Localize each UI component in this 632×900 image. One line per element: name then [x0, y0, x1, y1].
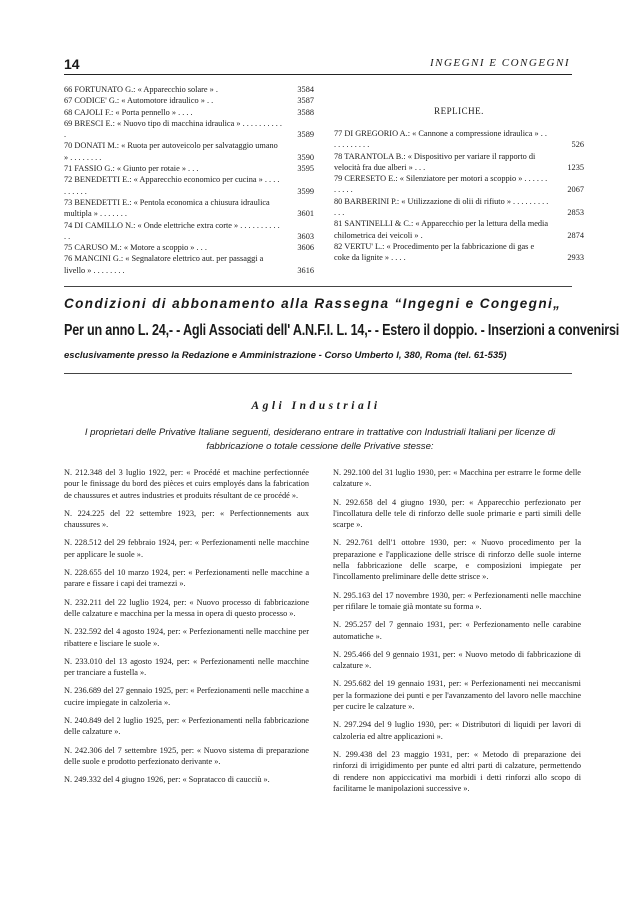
list-item: 76 MANCINI G.: « Segnalatore elettrico aut. per passaggi a livello » . . . . . . . . 3616: [64, 254, 314, 275]
list-item: 72 BENEDETTI E.: « Apparecchio economico per cucina » . . . . . . . . . . 3599: [64, 175, 314, 196]
subscription-address: esclusivamente presso la Redazione e Amministrazione - Corso Umberto I, 380, Roma (tel. 61-535): [64, 350, 507, 361]
patents-right-column: [333, 467, 581, 801]
list-item: N. 236.689 del 27 gennaio 1925, per: « Perfezionamenti nelle macchine a cucire impiegate in calzoleria ».: [64, 686, 309, 707]
list-item: N. 295.682 del 19 gennaio 1931, per: « Perfezionamenti nei meccanismi per la formazione dei punti e per l'avanzamento del lavoro nelle macchine per cucire le calzature ».: [333, 679, 581, 712]
list-item: N. 249.332 del 4 giugno 1926, per: « Sopratacco di caucciù ».: [64, 775, 270, 785]
list-item: N. 292.100 del 31 luglio 1930, per: « Macchina per estrarre le forme delle calzature ».: [333, 468, 581, 489]
list-item: 73 BENEDETTI E.: « Pentola economica a chiusura idraulica multipla » . . . . . . . 3601: [64, 197, 314, 219]
list-item: N. 232.592 del 4 agosto 1924, per: « Perfezionamenti nelle macchine per ribattere e lisciare le suole ».: [64, 627, 309, 648]
list-item: N. 232.211 del 22 luglio 1924, per: « Nuovo processo di fabbricazione delle calzature e macchina per la messa in opera di questo processo ».: [64, 597, 309, 618]
list-item: 80 BARBERINI P.: « Utilizzazione di olii di rifiuto » . . . . . . . . . . . . 2853: [334, 196, 584, 218]
list-item: N. 228.512 del 29 febbraio 1924, per: « Perfezionamenti nelle macchine per applicare le suole ».: [64, 538, 309, 559]
industrials-heading: Agli Industriali: [251, 400, 381, 412]
list-item: N. 297.294 del 9 luglio 1930, per: « Distributori di liquidi per lavori di calzoleria ed altre applicazioni ».: [333, 720, 581, 741]
section-divider: [64, 286, 572, 287]
list-item: 74 DI CAMILLO N.: « Onde elettriche extra corte » . . . . . . . . . . . . 3603: [64, 220, 314, 241]
list-item: N. 228.655 del 10 marzo 1924, per: « Perfezionamenti nelle macchine a parare e fissare i capi dei tramezzi ».: [64, 568, 309, 589]
list-item: N. 295.466 del 9 gennaio 1931, per: « Nuovo metodo di fabbricazione di calzature ».: [333, 649, 581, 671]
list-item: 67 CODICE' G.: « Automotore idraulico » . . 3587: [64, 96, 314, 106]
replies-heading: REPLICHE.: [434, 106, 484, 116]
list-item: 79 CERESETO E.: « Silenziatore per motori a scoppio » . . . . . . . . . . . 2067: [334, 174, 584, 195]
list-item: 66 FORTUNATO G.: « Apparecchio solare » . 3584: [64, 85, 314, 94]
list-item: N. 240.849 del 2 luglio 1925, per: « Perfezionamenti nella fabbricazione delle calzature ».: [64, 716, 309, 737]
list-item: N. 299.438 del 23 maggio 1931, per: « Metodo di preparazione dei rinforzi di irrigidimento per punte ed altri parti di calzature, permettendo di rendere non appiccicativi ma morbidi i detti rinforzi allo scopo di facilitarne le manipolazioni successive ».: [333, 749, 581, 793]
replies-list: [334, 128, 584, 264]
list-item: 82 VERTU' L.: « Procedimento per la fabbricazione di gas e coke da lignite » . . . . 2933: [334, 241, 584, 263]
list-item: N. 292.761 dell'1 ottobre 1930, per: « Nuovo procedimento per la preparazione e l'applicazione delle strisce di rinforzo delle suole interne nella fabbricazione delle scarpe, e composizioni impiegate per l'incollamento preliminare delle dette strisce ».: [333, 538, 581, 582]
list-item: N. 295.163 del 17 novembre 1930, per: « Perfezionamenti nelle macchine per rifilare le tomaie già montate su forma ».: [333, 590, 581, 611]
page-number: 14: [64, 56, 80, 72]
subscription-prices: Per un anno L. 24,- - Agli Associati dell' A.N.F.I. L. 14,- - Estero il doppio. - Inserzioni a convenirsi: [64, 321, 620, 339]
industrials-intro: I proprietari delle Privative Italiane seguenti, desiderano entrare in trattative con Industriali Italiani per licenze di fabbricazione o totale cessione delle Privative stesse:: [84, 427, 556, 452]
journal-title: INGEGNI E CONGEGNI: [429, 57, 570, 69]
patent-list: [64, 84, 314, 276]
list-item: 71 FASSIO G.: « Giunto per rotaie » . . . 3595: [64, 164, 314, 174]
subscription-title: Condizioni di abbonamento alla Rassegna “Ingegni e Congegni„: [64, 296, 562, 311]
list-item: 75 CARUSO M.: « Motore a scoppio » . . . 3606: [64, 243, 314, 253]
list-item: N. 212.348 del 3 luglio 1922, per: « Procédé et machine perfectionnée pour le finissage du bord des pièces et cuirs employés dans la fabrication de chaussures et autres industries et produits résultant de ce procédé ».: [64, 468, 309, 500]
list-item: 78 TARANTOLA B.: « Dispositivo per variare il rapporto di velocità fra due alberi » . . . 1235: [334, 151, 584, 172]
list-item: 68 CAJOLI F.: « Porta pennello » . . . . 3588: [64, 107, 314, 117]
header-rule: [64, 74, 572, 75]
section-divider: [64, 373, 572, 374]
list-item: 70 DONATI M.: « Ruota per autoveicolo per salvataggio umano » . . . . . . . . 3590: [64, 141, 314, 162]
list-item: N. 295.257 del 7 gennaio 1931, per: « Perfezionamento nelle carabine automatiche ».: [333, 620, 581, 641]
list-item: N. 224.225 del 22 settembre 1923, per: « Perfectionnements aux chaussures ».: [64, 508, 309, 530]
list-item: N. 233.010 del 13 agosto 1924, per: « Perfezionamenti nelle macchine per tranciare a fustella ».: [64, 656, 309, 678]
list-item: N. 292.658 del 4 giugno 1930, per: « Apparecchio perfezionato per l'incollatura delle tele di rinforzo delle suole primarie e parti simili delle scarpe ».: [333, 497, 581, 530]
list-item: 77 DI GREGORIO A.: « Cannone a compressione idraulica » . . . . . . . . . . . 526: [334, 129, 584, 150]
list-item: 69 BRESCI E.: « Nuovo tipo di macchina idraulica » . . . . . . . . . . . 3589: [64, 118, 314, 140]
list-item: 81 SANTINELLI & C.: « Apparecchio per la lettura della media chilometrica dei veicoli » . 2874: [334, 219, 584, 240]
patents-left-column: [64, 467, 309, 793]
list-item: N. 242.306 del 7 settembre 1925, per: « Nuovo sistema di preparazione delle suole e prodotto perfezionato derivante ».: [64, 745, 309, 766]
